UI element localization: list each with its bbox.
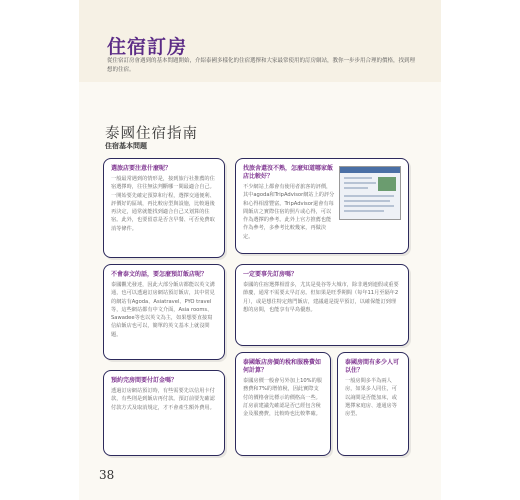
- faq-card-tax-fee: [235, 352, 331, 456]
- faq-question: 泰國飯店房價的稅和服務費如何計算？: [243, 359, 322, 374]
- faq-answer: 泰國房價一般會另外加上10%的服務費和7%的增值稅，因此實際支付的價格會比標示的價格高一些。訂房前建議先確認是否已經包含稅金及服務費，比較時也比較準確。: [243, 378, 322, 418]
- faq-card-choose-hotel: [103, 158, 225, 258]
- website-screenshot-image: [339, 166, 401, 220]
- faq-answer: 一般房間多半為兩人房，如果多人同住，可以詢問是否能加床，或選擇家庭房、連通房等房型。: [345, 378, 397, 418]
- faq-answer: 一般最常遇到的情形是，接到旅行社推薦的住宿選擇時，往往無法判斷哪一間最適合自己。一開始要先確定預算和行程，選擇交通便利、評價好的區域，再比較房型與設施，比較過後再決定，通常就能找到適合自己又划算的住宿。此外，也要留意是否含早餐、可否免費取消等條件。: [111, 176, 215, 232]
- faq-answer: 泰國觀光發達，因此大部分飯店都能以英文溝通，也可以透過訂房網站預訂飯店，其中常見的網站有Agoda、Asiatravel、PYO travel等，這些網站都有中文介面，Asia rooms、Sawadee等也以英文為主，如果想要直接寫信給飯店也可以，簡單的英文基本上就沒問題。: [111, 282, 215, 338]
- faq-question: 不會泰文的話，要怎麼預訂飯店呢？: [111, 271, 208, 278]
- faq-question: 選旅店要注意什麼呢？: [111, 165, 172, 172]
- page-number: 38: [99, 468, 115, 482]
- faq-card-no-thai: [103, 264, 225, 360]
- section-title: 泰國住宿指南: [105, 126, 198, 142]
- faq-answer: 不少網站上都會有使用者旅客的評價，其中agoda和TripAdvisor網站上的評分和心得相當豐富。TripAdvisor還會有每間飯店之實際住宿的照片或心得，可以作為選擇的參考。此外上官方推薦也能作為參考，多參考比較幾家，再做決定。: [243, 184, 335, 240]
- faq-card-hotel-reviews: [235, 158, 409, 254]
- section-subtitle: 住宿基本問題: [105, 142, 147, 150]
- faq-card-deposit: [103, 370, 225, 456]
- faq-card-book-ahead: [235, 264, 409, 346]
- faq-answer: 透過訂房網站預訂時，有些需要先以信用卡付款，有些則是到飯店再付款。預訂前要先確認付款方式及取消規定，才不會產生額外費用。: [111, 388, 215, 411]
- faq-answer: 泰國的住宿選擇相當多，尤其是曼谷等大城市，除非遇到連假或重要節慶，通常不需要太早訂房。但如果是旺季期間（每年11月至隔年2月），或是想住特定熱門飯店，建議還是提早預訂，以確保能訂到理想的房間，也能享有早鳥優惠。: [243, 282, 399, 313]
- faq-question: 預約完房間要付訂金嗎？: [111, 377, 178, 384]
- book-page: [79, 0, 441, 500]
- faq-question: 找旅舍還沒不熟，怎麼知道哪家飯店比較好？: [243, 165, 334, 180]
- page-title: 住宿訂房: [107, 36, 188, 58]
- faq-question: 泰國房間有多少人可以住？: [345, 359, 400, 374]
- faq-card-room-capacity: [337, 352, 409, 456]
- intro-paragraph: 從住宿訂房會遇到的基本問題開始，介紹泰國多樣化的住宿選擇和大家最常使用的訂房網站，教你一步步用合理的價格，找到理想的住宿。: [107, 58, 416, 73]
- faq-question: 一定要事先訂房嗎？: [243, 271, 298, 278]
